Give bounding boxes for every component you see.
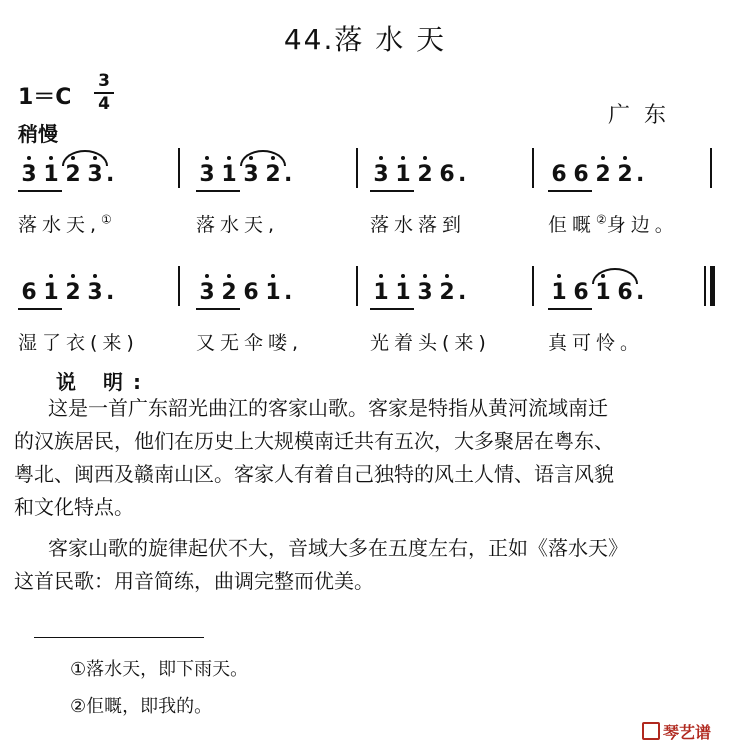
note: 6 xyxy=(243,280,259,305)
lyric xyxy=(548,328,644,355)
note: 1 xyxy=(40,280,62,305)
measure xyxy=(190,272,354,362)
bar-line xyxy=(532,266,534,306)
duration-dot: . xyxy=(458,280,467,305)
beam-underline xyxy=(196,308,240,310)
measure xyxy=(542,154,706,244)
note: 2 xyxy=(218,280,240,305)
note: 6 xyxy=(573,162,589,187)
note: 6 xyxy=(617,280,633,305)
lyric-text: 真可怜。 xyxy=(548,332,645,354)
note: 1 xyxy=(392,162,414,187)
paragraph-line: 客家山歌的旋律起伏不大，音域大多在五度左右，正如《落水天》 xyxy=(48,536,628,560)
watermark-logo xyxy=(642,720,711,743)
note: 6 xyxy=(439,162,455,187)
lyric xyxy=(370,328,491,355)
lyric-text: 湿了衣(来) xyxy=(18,332,139,354)
explanation-paragraph-1 xyxy=(14,392,714,524)
measure-notes xyxy=(196,280,298,305)
note: 3 xyxy=(240,162,262,187)
region-label: 广东 xyxy=(608,103,681,128)
footnote-rule xyxy=(34,637,204,638)
note: 1 xyxy=(40,162,62,187)
footnote-2: ②佢嘅，即我的。 xyxy=(70,696,213,717)
lyric-text: 落水天, xyxy=(196,214,280,236)
measure-notes xyxy=(548,162,650,187)
watermark-text: 琴艺谱 xyxy=(663,723,712,742)
note: 2 xyxy=(614,162,636,187)
note: 3 xyxy=(84,162,106,187)
paragraph-line: 这首民歌：用音简练，曲调完整而优美。 xyxy=(14,569,374,593)
time-signature-top: 3 xyxy=(98,71,110,91)
slur xyxy=(62,150,108,166)
slur xyxy=(240,150,286,166)
measure xyxy=(190,154,354,244)
logo-icon xyxy=(642,722,660,740)
note: 3 xyxy=(196,162,218,187)
note: 3 xyxy=(414,280,436,305)
time-signature-bottom: 4 xyxy=(98,94,110,114)
duration-dot: . xyxy=(106,162,115,187)
measure xyxy=(12,154,176,244)
beam-underline xyxy=(370,190,414,192)
lyric xyxy=(18,328,139,355)
bar-line xyxy=(356,148,358,188)
explanation-heading: 说 明: xyxy=(56,370,151,394)
lyric-text: 落水落到 xyxy=(370,214,467,236)
note: 2 xyxy=(62,280,84,305)
paragraph-line: 和文化特点。 xyxy=(14,495,134,519)
key-signature: 1＝C xyxy=(18,85,72,110)
paragraph-line: 的汉族居民，他们在历史上大规模南迁共有五次，大多聚居在粤东、 xyxy=(14,429,614,453)
note: 1 xyxy=(370,280,392,305)
lyric xyxy=(18,210,112,237)
note: 2 xyxy=(62,162,84,187)
bar-line xyxy=(178,148,180,188)
footnote-marker: ① xyxy=(101,212,112,227)
measure-notes xyxy=(370,280,472,305)
duration-dot: . xyxy=(636,280,645,305)
lyric xyxy=(548,210,679,237)
lyric-text: 落水天, xyxy=(18,214,102,236)
note: 2 xyxy=(592,162,614,187)
explanation-paragraph-2 xyxy=(14,532,714,598)
note: 3 xyxy=(196,280,218,305)
duration-dot: . xyxy=(284,162,293,187)
tempo-marking: 稍慢 xyxy=(18,122,58,146)
lyric xyxy=(196,328,303,355)
note: 3 xyxy=(370,162,392,187)
bar-line xyxy=(178,266,180,306)
measure-notes xyxy=(18,280,120,305)
time-signature xyxy=(94,72,114,114)
note: 3 xyxy=(84,280,106,305)
lyric-text: 佢嘅 xyxy=(548,214,597,236)
note: 1 xyxy=(548,280,570,305)
staff-row-1 xyxy=(0,154,730,244)
footnote-marker: ② xyxy=(596,212,607,227)
note: 6 xyxy=(551,162,567,187)
final-bar-thick xyxy=(710,266,715,306)
beam-underline xyxy=(548,190,592,192)
note: 1 xyxy=(392,280,414,305)
lyric-text-after: 身边。 xyxy=(606,214,679,236)
bar-line xyxy=(532,148,534,188)
footnote-1: ①落水天，即下雨天。 xyxy=(70,659,249,680)
score-title: 44.落 水 天 xyxy=(283,23,447,56)
duration-dot: . xyxy=(458,162,467,187)
note: 6 xyxy=(573,280,589,305)
note: 6 xyxy=(21,280,37,305)
note: 1 xyxy=(218,162,240,187)
measure xyxy=(12,272,176,362)
final-bar-thin xyxy=(704,266,706,306)
lyric-text: 又无伞喽, xyxy=(196,332,304,354)
bar-line xyxy=(710,148,712,188)
note: 2 xyxy=(414,162,436,187)
lyric xyxy=(196,210,279,237)
beam-underline xyxy=(370,308,414,310)
lyric-text: 光着头(来) xyxy=(370,332,491,354)
paragraph-line: 粤北、闽西及赣南山区。客家人有着自己独特的风土人情、语言风貌 xyxy=(14,462,614,486)
note: 2 xyxy=(262,162,284,187)
bar-line xyxy=(356,266,358,306)
staff-row-2 xyxy=(0,272,730,362)
note: 1 xyxy=(262,280,284,305)
beam-underline xyxy=(18,190,62,192)
measure xyxy=(364,272,528,362)
lyric xyxy=(370,210,466,237)
slur xyxy=(592,268,638,284)
beam-underline xyxy=(548,308,592,310)
duration-dot: . xyxy=(106,280,115,305)
note: 1 xyxy=(592,280,614,305)
beam-underline xyxy=(196,190,240,192)
paragraph-line: 这是一首广东韶光曲江的客家山歌。客家是特指从黄河流域南迁 xyxy=(48,396,608,420)
measure xyxy=(364,154,528,244)
beam-underline xyxy=(18,308,62,310)
duration-dot: . xyxy=(636,162,645,187)
measure-notes xyxy=(370,162,472,187)
duration-dot: . xyxy=(284,280,293,305)
note: 2 xyxy=(436,280,458,305)
measure xyxy=(542,272,706,362)
note: 3 xyxy=(18,162,40,187)
